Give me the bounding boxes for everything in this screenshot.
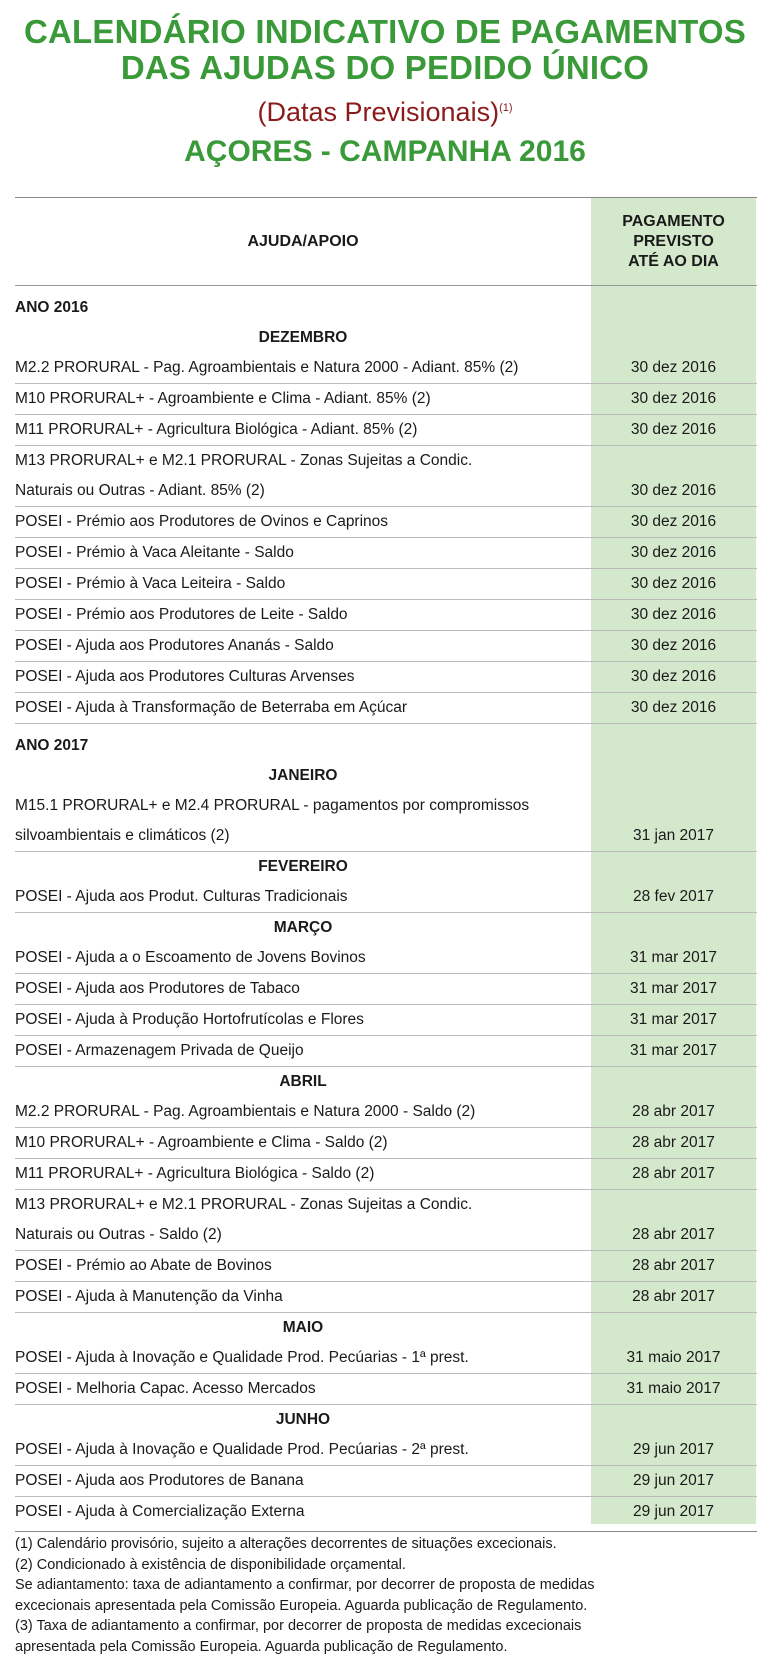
month-label: FEVEREIRO [258, 858, 348, 875]
aid-label: POSEI - Ajuda à Transformação de Beterraba em Açúcar [15, 699, 408, 716]
payment-date: 28 fev 2017 [632, 888, 714, 905]
aid-label: POSEI - Ajuda aos Produtores Ananás - Saldo [15, 637, 334, 654]
payment-date: 31 mar 2017 [629, 949, 718, 966]
footnote: Se adiantamento: taxa de adiantamento a confirmar, por decorrer de proposta de medidas [15, 1577, 595, 1593]
payment-date: 31 mar 2017 [629, 1042, 718, 1059]
aid-label: M2.2 PRORURAL - Pag. Agroambientais e Natura 2000 - Adiant. 85% (2) [15, 359, 519, 376]
table-row [15, 353, 757, 384]
payment-date: 28 abr 2017 [632, 1288, 715, 1305]
payment-date: 31 maio 2017 [626, 1349, 721, 1366]
table-row [15, 1190, 757, 1251]
footnote: apresentada pela Comissão Europeia. Aguarda publicação de Regulamento. [15, 1638, 508, 1655]
payment-date: 28 abr 2017 [632, 1165, 715, 1182]
table-row [15, 974, 757, 1005]
aid-label: POSEI - Ajuda aos Produt. Culturas Tradicionais [15, 888, 348, 905]
table-row [15, 569, 757, 600]
month-label: JUNHO [275, 1411, 331, 1428]
col-header-payment-line-3: ATÉ AO DIA [628, 252, 719, 270]
month-label: DEZEMBRO [258, 329, 348, 346]
page-header [0, 0, 770, 170]
month-label: MARÇO [273, 919, 333, 936]
table-row [15, 1374, 757, 1405]
aid-label: POSEI - Ajuda aos Produtores Culturas Arvenses [15, 668, 355, 685]
aid-label-line-1: M13 PRORURAL+ e M2.1 PRORURAL - Zonas Sujeitas a Condic. [15, 1196, 473, 1213]
aid-label-line-2: silvoambientais e climáticos (2) [15, 827, 230, 844]
aid-label: POSEI - Prémio aos Produtores de Leite - Saldo [15, 606, 348, 623]
title-line-1: CALENDÁRIO INDICATIVO DE PAGAMENTOS [23, 13, 747, 50]
payment-date: 30 dez 2016 [630, 513, 717, 530]
table-row [15, 882, 757, 913]
payment-date: 30 dez 2016 [630, 668, 717, 685]
table-row [15, 600, 757, 631]
table-row [15, 631, 757, 662]
payment-date: 29 jun 2017 [632, 1441, 715, 1458]
aid-label: M2.2 PRORURAL - Pag. Agroambientais e Natura 2000 - Saldo (2) [15, 1103, 476, 1120]
table-row [15, 1251, 757, 1282]
aid-label [15, 1190, 591, 1250]
payment-date: 31 mar 2017 [629, 1011, 718, 1028]
aid-label-line-2: Naturais ou Outras - Adiant. 85% (2) [15, 482, 265, 499]
payment-date: 31 jan 2017 [632, 827, 715, 844]
month-label: ABRIL [279, 1073, 327, 1090]
year-label: ANO 2017 [15, 737, 89, 754]
aid-label [15, 791, 591, 851]
payment-date: 29 jun 2017 [632, 1472, 715, 1489]
aid-label: POSEI - Ajuda à Inovação e Qualidade Prod. Pecúarias - 2ª prest. [15, 1441, 469, 1458]
table-row [15, 507, 757, 538]
month-row-jan [15, 761, 757, 791]
month-row-dec [15, 323, 757, 353]
aid-label: POSEI - Ajuda à Manutenção da Vinha [15, 1288, 283, 1305]
payment-date: 30 dez 2016 [630, 699, 717, 716]
subtitle [0, 90, 770, 130]
footnotes [15, 1534, 755, 1657]
payment-date: 30 dez 2016 [630, 606, 717, 623]
table-row [15, 1343, 757, 1374]
table-row [15, 538, 757, 569]
aid-label-line-1: M15.1 PRORURAL+ e M2.4 PRORURAL - pagamentos por compromissos [15, 797, 530, 814]
table-header [15, 198, 757, 286]
aid-label: M11 PRORURAL+ - Agricultura Biológica - Adiant. 85% (2) [15, 421, 418, 438]
aid-label: POSEI - Prémio à Vaca Aleitante - Saldo [15, 544, 294, 561]
aid-label: POSEI - Prémio aos Produtores de Ovinos e Caprinos [15, 513, 389, 530]
aid-label: POSEI - Ajuda aos Produtores de Tabaco [15, 980, 300, 997]
month-row-may [15, 1313, 757, 1343]
col-header-aid: AJUDA/APOIO [247, 232, 359, 250]
aid-label: POSEI - Ajuda à Comercialização Externa [15, 1503, 305, 1520]
footnote: (2) Condicionado à existência de disponibilidade orçamental. [15, 1556, 406, 1573]
subtitle-text: (Datas Previsionais) [257, 97, 500, 127]
table-row [15, 1282, 757, 1313]
aid-label: M11 PRORURAL+ - Agricultura Biológica - Saldo (2) [15, 1165, 375, 1182]
table-row [15, 1159, 757, 1190]
month-row-mar [15, 913, 757, 943]
aid-label: POSEI - Prémio à Vaca Leiteira - Saldo [15, 575, 286, 592]
table-row [15, 415, 757, 446]
aid-label: POSEI - Ajuda à Inovação e Qualidade Prod. Pecúarias - 1ª prest. [15, 1349, 469, 1366]
year-row-2016 [15, 286, 757, 323]
region-title: AÇORES - CAMPANHA 2016 [184, 135, 586, 168]
payment-date: 30 dez 2016 [630, 421, 717, 438]
table-row [15, 662, 757, 693]
month-row-feb [15, 852, 757, 882]
payment-date: 30 dez 2016 [630, 482, 717, 499]
month-label: JANEIRO [268, 767, 338, 784]
col-header-payment-line-1: PAGAMENTO [622, 212, 725, 230]
payment-date: 29 jun 2017 [632, 1503, 715, 1520]
aid-label: POSEI - Melhoria Capac. Acesso Mercados [15, 1380, 316, 1397]
payment-date: 28 abr 2017 [632, 1103, 715, 1120]
month-label: MAIO [282, 1319, 324, 1336]
payment-date: 30 dez 2016 [630, 637, 717, 654]
table-row [15, 791, 757, 852]
payment-date: 31 maio 2017 [626, 1380, 721, 1397]
aid-label: M10 PRORURAL+ - Agroambiente e Clima - Saldo (2) [15, 1134, 388, 1151]
month-row-jun [15, 1405, 757, 1435]
month-row-apr [15, 1067, 757, 1097]
table-row [15, 693, 757, 724]
payments-table [15, 197, 757, 1532]
footnote: excecionais apresentada pela Comissão Europeia. Aguarda publicação de Regulamento. [15, 1597, 588, 1614]
aid-label-line-2: Naturais ou Outras - Saldo (2) [15, 1226, 222, 1243]
table-row [15, 1435, 757, 1466]
aid-label: POSEI - Ajuda à Produção Hortofrutícolas e Flores [15, 1011, 364, 1028]
aid-label-line-1: M13 PRORURAL+ e M2.1 PRORURAL - Zonas Sujeitas a Condic. [15, 452, 473, 469]
col-header-payment [591, 198, 756, 285]
aid-label: M10 PRORURAL+ - Agroambiente e Clima - Adiant. 85% (2) [15, 390, 431, 407]
table-row [15, 1005, 757, 1036]
subtitle-footnote-mark: (1) [499, 102, 513, 114]
table-row [15, 943, 757, 974]
title-line-2: DAS AJUDAS DO PEDIDO ÚNICO [120, 49, 650, 86]
aid-label: POSEI - Ajuda aos Produtores de Banana [15, 1472, 304, 1489]
payment-date: 28 abr 2017 [632, 1257, 715, 1274]
table-row [15, 384, 757, 415]
table-row [15, 1097, 757, 1128]
aid-label [15, 446, 591, 506]
payment-date: 28 abr 2017 [632, 1226, 715, 1243]
payment-date: 31 mar 2017 [629, 980, 718, 997]
aid-label: POSEI - Prémio ao Abate de Bovinos [15, 1257, 272, 1274]
footnote: (1) Calendário provisório, sujeito a alterações decorrentes de situações excecionais. [15, 1536, 557, 1552]
payment-date: 30 dez 2016 [630, 575, 717, 592]
payment-date: 30 dez 2016 [630, 544, 717, 561]
aid-label: POSEI - Armazenagem Privada de Queijo [15, 1042, 304, 1059]
aid-label: POSEI - Ajuda a o Escoamento de Jovens Bovinos [15, 949, 366, 966]
col-header-payment-line-2: PREVISTO [633, 232, 714, 250]
table-row [15, 1128, 757, 1159]
payment-date: 30 dez 2016 [630, 390, 717, 407]
year-label: ANO 2016 [15, 299, 89, 316]
footnote: (3) Taxa de adiantamento a confirmar, por decorrer de proposta de medidas excecionais [15, 1618, 582, 1634]
table-row [15, 1497, 757, 1532]
table-row [15, 446, 757, 507]
year-row-2017 [15, 724, 757, 761]
table-row [15, 1466, 757, 1497]
payment-date: 28 abr 2017 [632, 1134, 715, 1151]
payment-date: 30 dez 2016 [630, 359, 717, 376]
table-row [15, 1036, 757, 1067]
